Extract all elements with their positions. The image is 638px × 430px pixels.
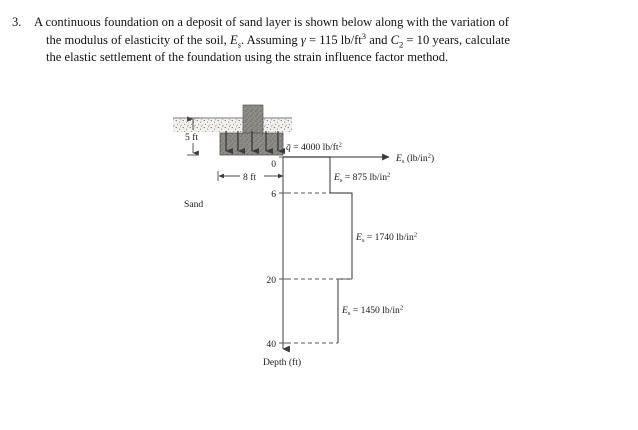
symbol-Es: E	[229, 32, 238, 47]
ground-surface-sand-band	[173, 118, 292, 132]
foundation-width-dimension	[218, 169, 283, 183]
depth-tick-label-6: 6	[271, 189, 276, 200]
foundation-width-label: 8 ft	[243, 172, 257, 183]
qbar-exponent: 2	[338, 141, 342, 149]
es-axis-label: $E_s$ $(lb/in^2)$	[396, 152, 435, 165]
qbar-equals: = 4000 lb/ft	[290, 142, 339, 153]
depth-axis	[263, 157, 301, 368]
qbar-symbol: q̄	[286, 142, 291, 153]
problem-line-2: the modulus of elasticity of the soil, $E_s$. Assuming γ = 115 $lb/ft^3$ and $C_2 = 10$ years, calculate	[46, 30, 511, 50]
depth-axis-label: Depth (ft)	[263, 357, 302, 368]
depth-projector-lines	[287, 193, 352, 343]
soil-type-label	[184, 199, 203, 210]
sand-label: Sand	[184, 199, 204, 210]
es-axis	[283, 153, 434, 166]
problem-line-1: A continuous foundation on a deposit of sand layer is shown below along with the variation of	[34, 15, 509, 29]
depth-tick-label-40: 40	[266, 339, 276, 350]
depth-tick-label-0: 0	[271, 159, 276, 170]
foundation-column	[243, 105, 263, 134]
depth-tick-label-20: 20	[266, 275, 276, 286]
symbol-gamma: γ	[300, 32, 306, 47]
svg-text:q̄ = 4000 lb/ft2	[286, 142, 342, 154]
es-label-layer-3: $E_s = 1450$ $lb/in^2$	[342, 304, 404, 317]
symbol-C2: C	[390, 32, 399, 47]
es-label-layer-1: $E_s = 875$ $lb/in^2$	[334, 171, 391, 184]
es-label-layer-2: $E_s = 1740$ $lb/in^2$	[356, 231, 418, 244]
problem-number: 3.	[12, 15, 22, 29]
problem-line-3: the elastic settlement of the foundation using the strain influence factor method.	[46, 50, 449, 64]
applied-pressure-label	[286, 142, 342, 154]
embedment-depth-label: 5 ft	[185, 132, 199, 143]
